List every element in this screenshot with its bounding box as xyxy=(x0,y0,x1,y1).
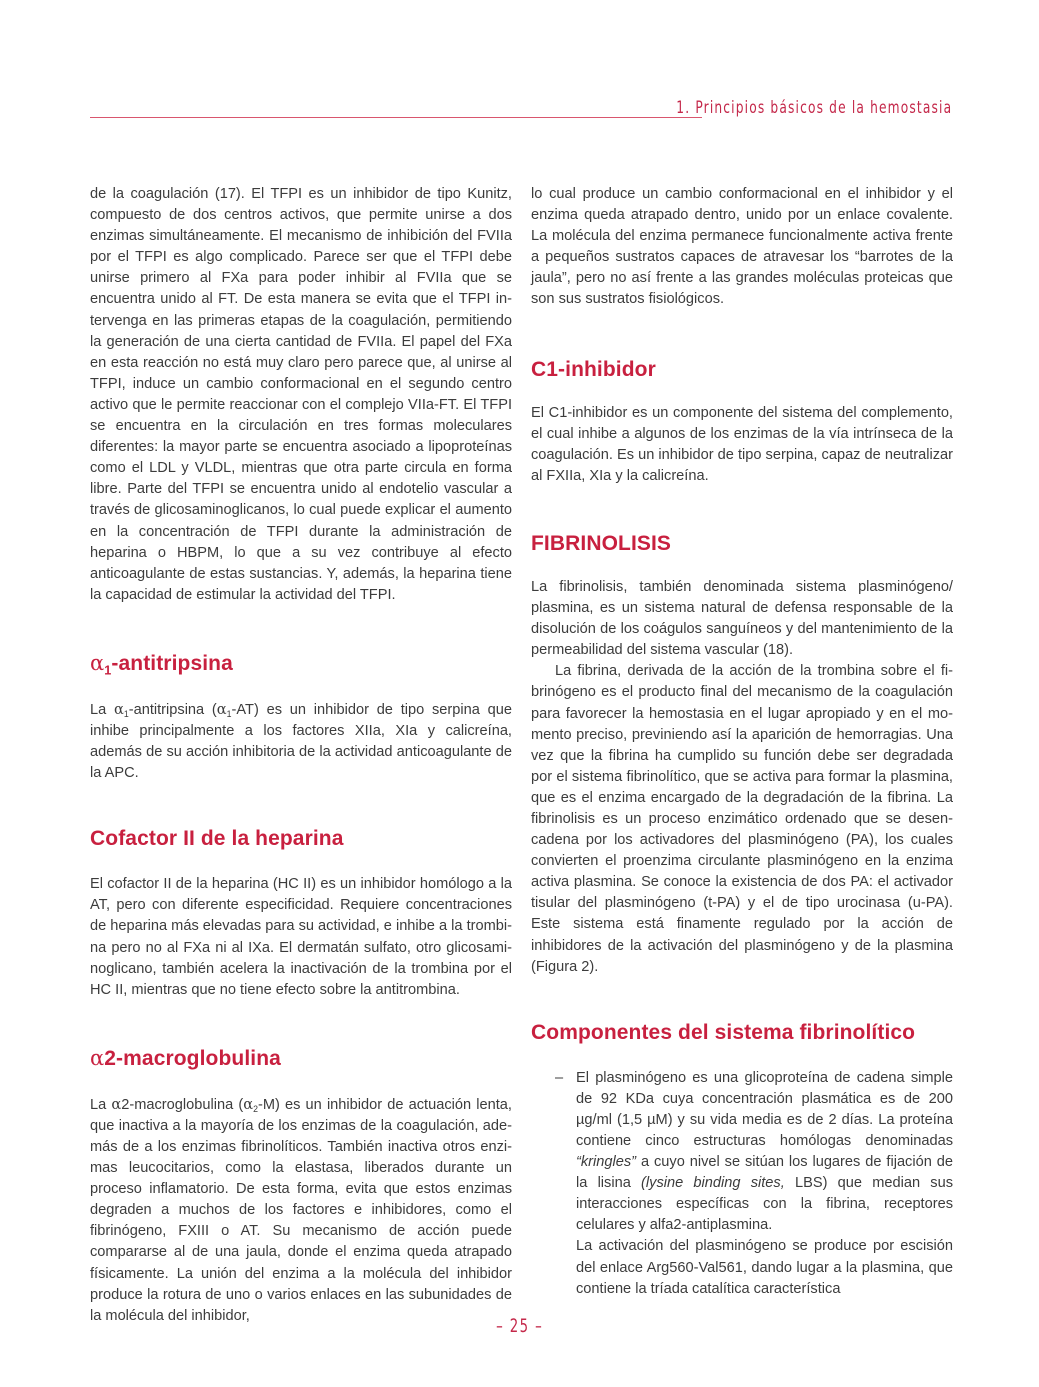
plasminogeno-activation-paragraph: La activación del plasminógeno se produce por escisión del enlace Arg560-Val561, dando lugar a la plasmina, que contiene la tríada catalítica característica xyxy=(576,1238,953,1297)
heading-alpha2-macroglobulina: α2-macroglobulina xyxy=(90,1045,281,1070)
dash-bullet-icon: – xyxy=(555,1069,564,1086)
tfpi-paragraph: de la coagulación (17). El TFPI es un inhibidor de tipo Kunitz, compuesto de dos centros activos, que permite unirse a dos enzimas simultáneamente. El mecanismo de inhibición del FVIIa por el TFPI es algo complicado. Parece ser que el TFPI debe unirse primero al FXa para poder inhibir al FVIIa que se encuentra unido al FT. De esta manera se evita que el TFPI intervenga en las primeras etapas de la coagulación, permitiendo la generación de una cierta cantidad de FVIIa. El papel del FXa en esta reacción no está muy claro pero parece que, al unirse al TFPI, induce un cambio conformacional en el segundo centro activo que le permite reaccionar con el complejo VIIa-FT. El TFPI se encuentra en la circulación en tres formas moleculares diferentes: la mayor parte se encuentra asociado a lipoproteínas como el LDL y VLDL, mientras que otra parte circula en forma libre. Parte del TFPI se encuentra unido al endotelio vascular a través de glicosaminoglicanos, lo cual puede explicar el aumento en la concentración de TFPI durante la administración de heparina o HBPM, lo que a su vez contribuye al efecto anticoagulante de estas sustancias. Y, además, la heparina tiene la capacidad de estimular la actividad del TFPI. xyxy=(90,186,512,603)
alpha-symbol: α xyxy=(90,650,105,675)
chapter-title: 1. Principios básicos de la hemostasia xyxy=(676,98,952,118)
heading-componentes-fibrinolitico: Componentes del sistema fibrinolítico xyxy=(531,1020,916,1044)
page-number: – 25 – xyxy=(495,1315,544,1337)
c1-inhibidor-paragraph: El C1-inhibidor es un componente del sistema del complemento, el cual inhibe a algunos de los enzimas de la vía intrínseca de la coagulación. Es un inhibidor de tipo serpina, capaz de neutralizar al FXIIa, XIa y la calicreína. xyxy=(531,404,953,484)
alpha2-continuation-paragraph: lo cual produce un cambio conformacional en el inhibidor y el enzima queda atrapado dentro, unido por un enlace covalente. La molécula del enzima permanece funcionalmente activa frente a pequeños sustratos capaces de atravesar los “barrotes de la jaula”, pero no así frente a las grandes moléculas proteicas que son sus sustratos fisiológicos. xyxy=(531,186,953,308)
heading-cofactor-ii: Cofactor II de la heparina xyxy=(90,827,344,851)
heading-alpha1-antitripsina: $\alpha_1$-antitripsina xyxy=(90,650,233,678)
cofactor-ii-paragraph: El cofactor II de la heparina (HC II) es un inhibidor homólogo a la AT, pero con diferente especificidad. Requiere concentraciones de heparina más elevadas para su actividad, e inhibe a la trombina pero no al FXa ni al IXa. El dermatán sulfato, otro glicosaminoglicano, también acelera la inactivación de la trombina por el HC II, mientras que no tiene efecto sobre la antitrombina. xyxy=(90,876,512,998)
alpha-symbol: α xyxy=(90,1045,105,1070)
running-header xyxy=(90,97,952,121)
plasminogeno-paragraph: El plasminógeno es una glicoproteína de cadena simple de 92 KDa cuya concentración plasmática es de 200 µg/ml (1,5 µM) y su vida media es de 2 días. La proteína contiene cinco estructuras homólogas denominadas “kringles” a cuyo nivel se sitúan los lugares de fijación de la lisina (lysine binding sites, LBS) que median sus interacciones específicas con la fibrina, receptores celulares y alfa2-antiplasmina. xyxy=(576,1069,953,1234)
header-rule-divider xyxy=(90,117,702,118)
list-item-plasminogeno xyxy=(531,1068,953,1300)
heading-fibrinolisis: FIBRINOLISIS xyxy=(531,531,672,555)
fibrinolisis-paragraph-2: La fibrina, derivada de la acción de la trombina sobre el fibrinógeno es el producto final del mecanismo de la coagulación para favorecer la hemostasia en el lugar apropiado y en el momento preciso, previniendo así la aparición de hemorragias. Una vez que la fibrina ha cumplido su función debe ser degradada por el sistema fibrinolítico, que se activa para formar la plasmina, que es el enzima encargado de la degradación de la fibrina. La fibrinolisis es un proceso enzimático ordenado que se desencadena por los activadores del plasminógeno (PA), los cuales convierten el proenzima circulante plasminógeno en la enzima activa plasmina. Se conoce la existencia de dos PA: el activador tisular del plasminógeno (t-PA) y el de tipo urocinasa (u-PA). Este sistema está finamente regulado por la acción de inhibidores de la activación del plasminógeno y de la plasmina (Figura 2). xyxy=(531,663,953,975)
alpha2-macroglobulina-paragraph: La α2-macroglobulina $(\alpha_2-M)$ es un inhibidor de actuación lenta, que inactiva a la mayoría de los enzimas de la coagulación, además de a los enzimas fibrinolíticos. También inactiva otros enzimas leucocitarios, como la elastasa, liberados durante un proceso inflamatorio. De esta forma, evita que estos enzimas degraden a muchos de los factores e inhibidores, como el fibrinógeno, FXIII o AT. Su mecanismo de acción puede compararse al de una jaula, donde el enzima queda atrapado físicamente. La unión del enzima a la molécula del inhibidor produce la rotura de uno o varios enlaces en las subunidades de la molécula del inhibidor, xyxy=(90,1095,512,1324)
alpha1-antitripsina-paragraph: La $\alpha_1$-antitripsina $(\alpha_1-AT)$ es un inhibidor de tipo serpina que inhibe principalmente a los factores XIIa, XIa y calicreína, además de su acción inhibitoria de la actividad anticoagulante de la APC. xyxy=(90,700,512,782)
heading-c1-inhibidor: C1-inhibidor xyxy=(531,357,656,381)
right-column xyxy=(531,184,953,1300)
fibrinolisis-paragraph-1: La fibrinolisis, también denominada sistema plasminógeno/ plasmina, es un sistema natural de defensa responsable de la disolución de los coágulos sanguíneos y del mantenimiento de la permeabilidad del sistema vascular (18). xyxy=(531,578,953,659)
left-column xyxy=(90,184,512,1327)
